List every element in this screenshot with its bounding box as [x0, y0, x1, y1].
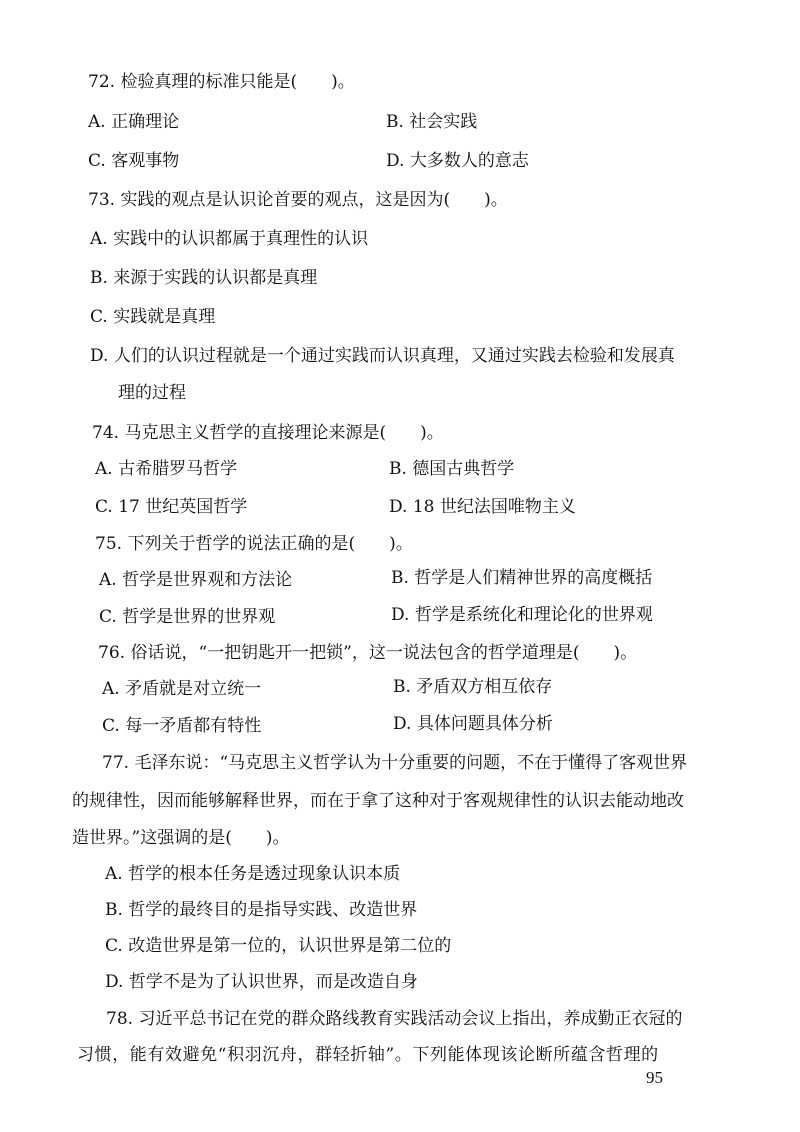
question-77-option-d: D. 哲学不是为了认识世界，而是改造自身	[105, 972, 418, 992]
question-73-option-b: B. 来源于实践的认识都是真理	[90, 268, 318, 288]
question-76-option-b: B. 矛盾双方相互依存	[393, 677, 553, 697]
question-76-option-a: A. 矛盾就是对立统一	[102, 679, 262, 699]
question-74-stem: 74. 马克思主义哲学的直接理论来源是( )。	[92, 423, 444, 443]
question-73-option-d-continued: 理的过程	[118, 383, 186, 403]
question-76-option-c: C. 每一矛盾都有特性	[102, 716, 262, 736]
question-75-stem: 75. 下列关于哲学的说法正确的是( )。	[95, 534, 413, 554]
question-74-option-d: D. 18 世纪法国唯物主义	[389, 497, 576, 517]
question-77-option-a: A. 哲学的根本任务是透过现象认识本质	[105, 864, 401, 884]
question-76-option-d: D. 具体问题具体分析	[393, 714, 553, 734]
question-75-option-b: B. 哲学是人们精神世界的高度概括	[391, 568, 653, 588]
question-75-option-d: D. 哲学是系统化和理论化的世界观	[391, 605, 653, 625]
question-73-stem: 73. 实践的观点是认识论首要的观点，这是因为( )。	[88, 190, 508, 210]
question-78-stem-line-1: 78. 习近平总书记在党的群众路线教育实践活动会议上指出，养成勤正衣冠的	[106, 1009, 683, 1029]
question-77-stem-line-1: 77. 毛泽东说：“马克思主义哲学认为十分重要的问题，不在于懂得了客观世界	[102, 753, 688, 773]
question-72-option-d: D. 大多数人的意志	[386, 151, 529, 171]
question-78-stem-line-2: 习惯，能有效避免“积羽沉舟，群轻折轴”。下列能体现该论断所蕴含哲理的	[77, 1045, 659, 1065]
question-72-option-a: A. 正确理论	[88, 112, 180, 132]
question-74-option-a: A. 古希腊罗马哲学	[95, 459, 238, 479]
question-73-option-a: A. 实践中的认识都属于真理性的认识	[90, 229, 369, 249]
question-74-option-c: C. 17 世纪英国哲学	[95, 497, 248, 517]
question-75-option-a: A. 哲学是世界观和方法论	[99, 570, 293, 590]
question-72-stem: 72. 检验真理的标准只能是( )。	[88, 72, 355, 92]
question-74-option-b: B. 德国古典哲学	[389, 459, 515, 479]
question-77-option-c: C. 改造世界是第一位的，认识世界是第二位的	[105, 936, 452, 956]
question-77-stem-line-2: 的规律性，因而能够解释世界，而在于拿了这种对于客观规律性的认识去能动地改	[72, 791, 684, 811]
question-72-option-b: B. 社会实践	[386, 112, 478, 132]
page-number: 95	[646, 1068, 663, 1087]
question-77-stem-line-3: 造世界。”这强调的是( )。	[72, 828, 290, 848]
question-73-option-d: D. 人们的认识过程就是一个通过实践而认识真理，又通过实践去检验和发展真	[90, 346, 675, 366]
question-75-option-c: C. 哲学是世界的世界观	[99, 607, 276, 627]
question-73-option-c: C. 实践就是真理	[90, 307, 216, 327]
question-76-stem: 76. 俗话说，“一把钥匙开一把锁”，这一说法包含的哲学道理是( )。	[98, 643, 638, 663]
question-77-option-b: B. 哲学的最终目的是指导实践、改造世界	[105, 900, 418, 920]
question-72-option-c: C. 客观事物	[88, 151, 180, 171]
